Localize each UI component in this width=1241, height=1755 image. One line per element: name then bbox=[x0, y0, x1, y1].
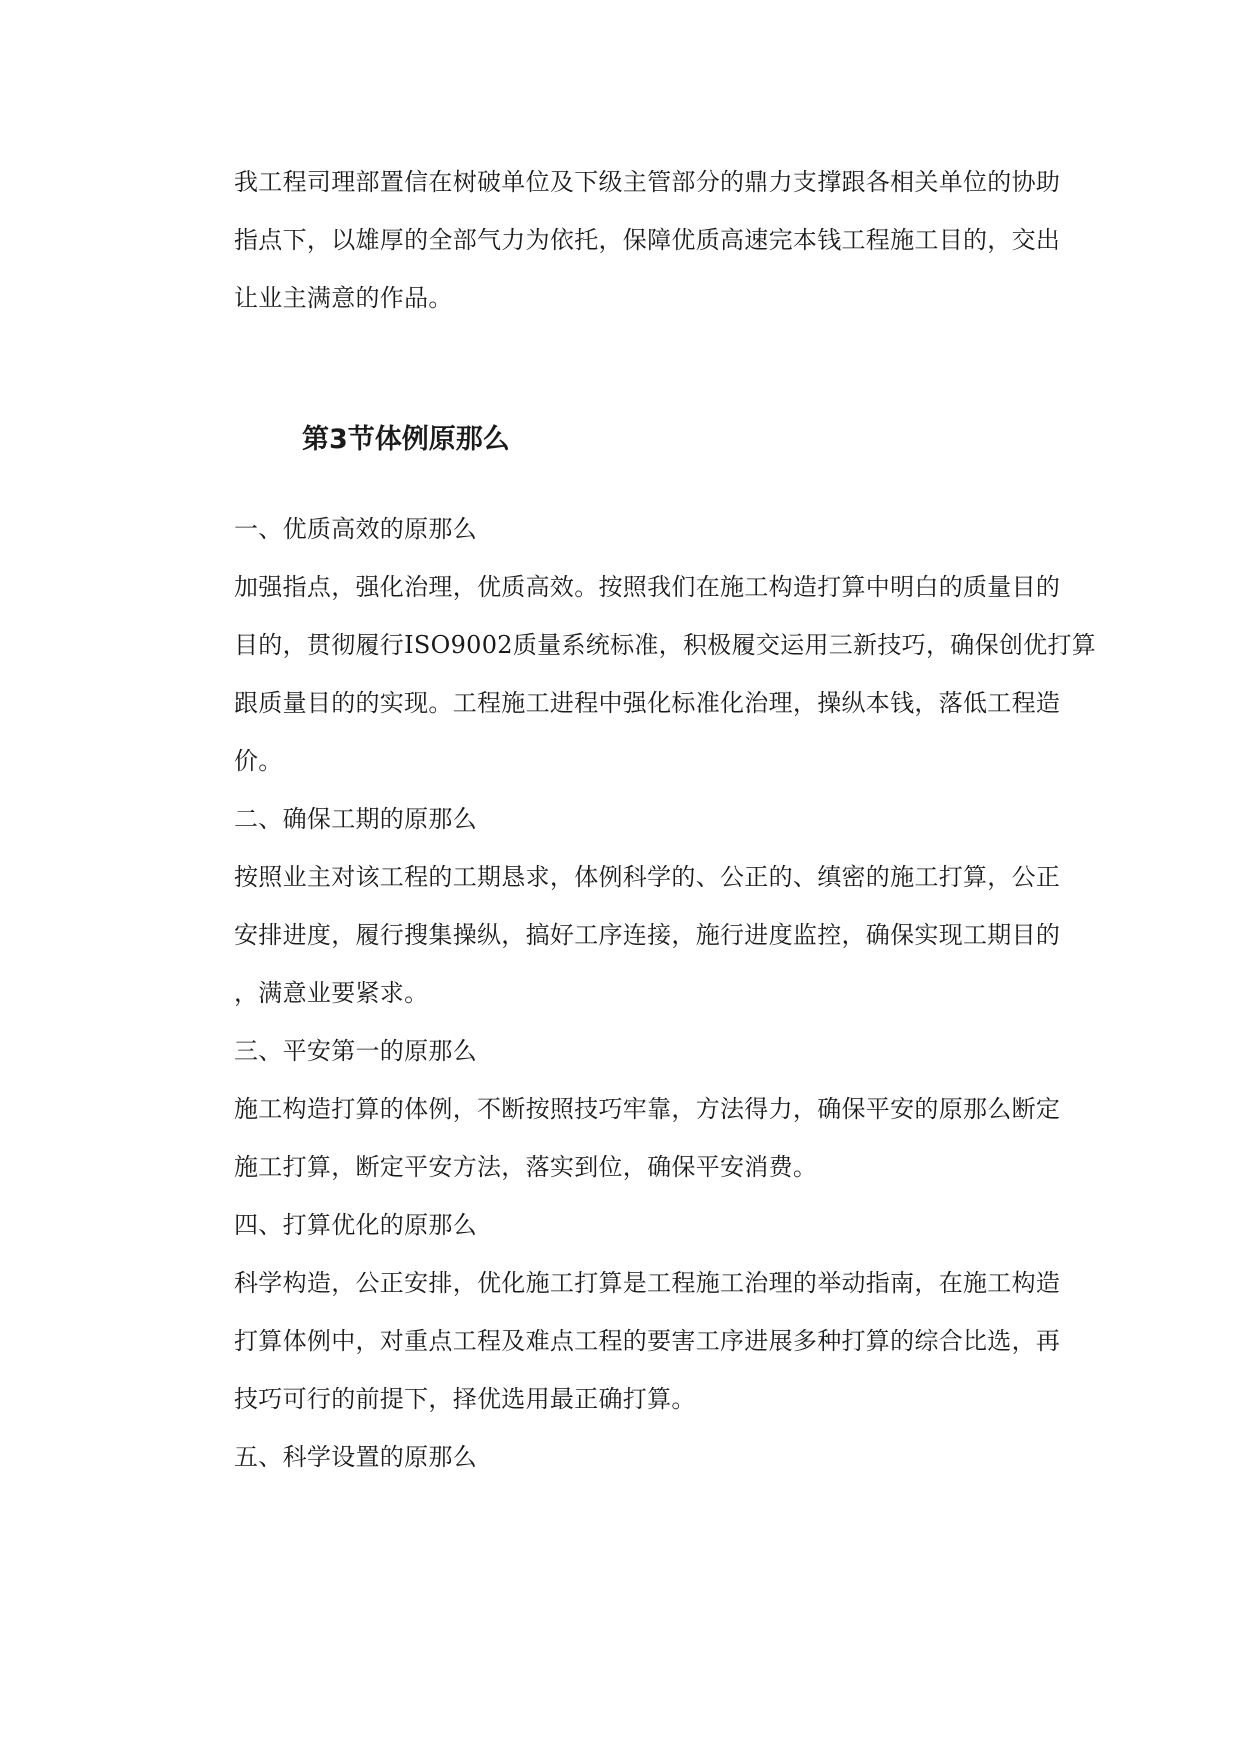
item-heading-5: 五、科学设置的原那么 bbox=[234, 1443, 477, 1471]
item-heading-1: 一、优质高效的原那么 bbox=[234, 515, 477, 543]
item-1-line-1: 加强指点，强化治理，优质高效。按照我们在施工构造打算中明白的质量目的 bbox=[234, 573, 1061, 601]
intro-line-2: 指点下，以雄厚的全部气力为依托，保障优质高速完本钱工程施工目的，交出 bbox=[234, 226, 1061, 254]
item-1-line-2: 目的，贯彻履行ISO9002质量系统标准，积极履交运用三新技巧，确保创优打算 bbox=[234, 631, 1097, 659]
item-2-line-2: 安排进度，履行搜集操纵，搞好工序连接，施行进度监控，确保实现工期目的 bbox=[234, 921, 1061, 949]
item-2-line-3: ，满意业要紧求。 bbox=[234, 979, 429, 1007]
item-3-line-2: 施工打算，断定平安方法，落实到位，确保平安消费。 bbox=[234, 1153, 818, 1181]
intro-line-1: 我工程司理部置信在树破单位及下级主管部分的鼎力支撑跟各相关单位的协助 bbox=[234, 168, 1061, 196]
item-2-line-1: 按照业主对该工程的工期恳求，体例科学的、公正的、缜密的施工打算，公正 bbox=[234, 863, 1061, 891]
item-1-line-4: 价。 bbox=[234, 747, 283, 775]
item-4-line-2: 打算体例中，对重点工程及难点工程的要害工序进展多种打算的综合比选，再 bbox=[234, 1327, 1061, 1355]
item-heading-4: 四、打算优化的原那么 bbox=[234, 1211, 477, 1239]
item-4-line-1: 科学构造，公正安排，优化施工打算是工程施工治理的举动指南，在施工构造 bbox=[234, 1269, 1061, 1297]
item-heading-3: 三、平安第一的原那么 bbox=[234, 1037, 477, 1065]
item-3-line-1: 施工构造打算的体例，不断按照技巧牢靠，方法得力，确保平安的原那么断定 bbox=[234, 1095, 1061, 1123]
item-4-line-3: 技巧可行的前提下，择优选用最正确打算。 bbox=[234, 1385, 696, 1413]
item-1-line-3: 跟质量目的的实现。工程施工进程中强化标准化治理，操纵本钱，落低工程造 bbox=[234, 689, 1061, 717]
intro-line-3: 让业主满意的作品。 bbox=[234, 284, 453, 312]
section-title: 第3节体例原那么 bbox=[302, 424, 510, 455]
item-heading-2: 二、确保工期的原那么 bbox=[234, 805, 477, 833]
